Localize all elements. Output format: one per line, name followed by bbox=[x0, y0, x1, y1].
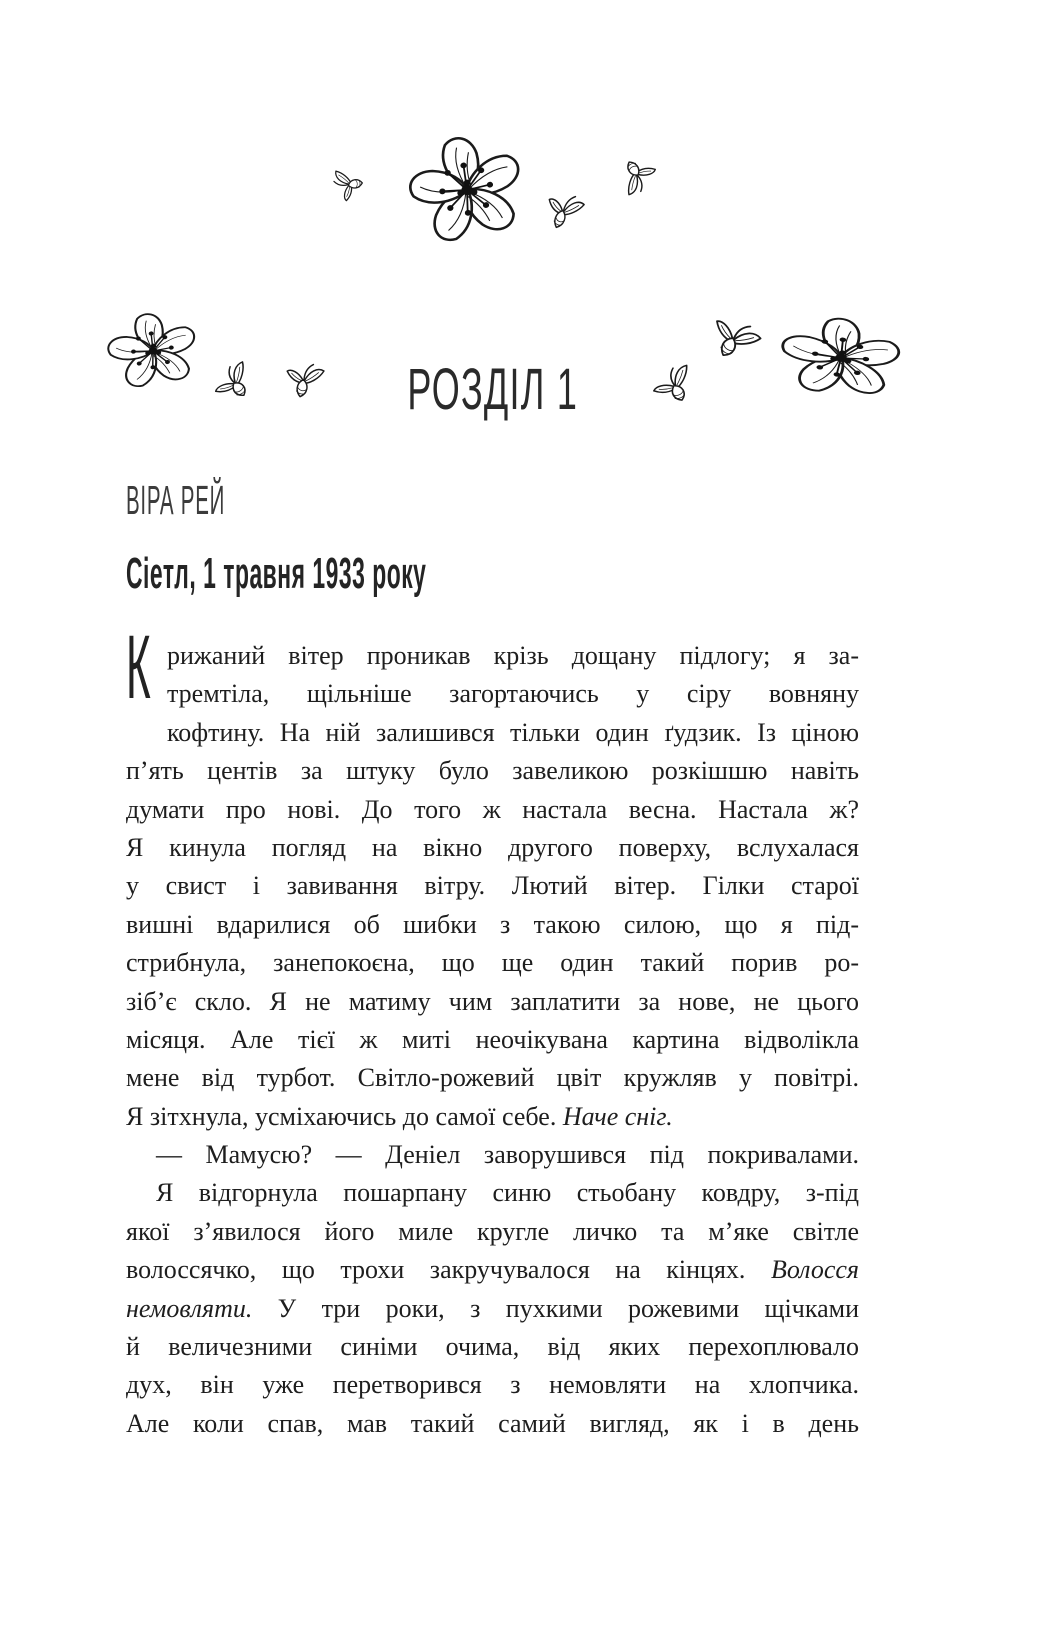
text-line: якої з’явилося його миле кругле личко та м’яке світле bbox=[126, 1216, 859, 1246]
text-line: п’ять центів за штуку було завеликою розкішшю навіть bbox=[126, 756, 859, 786]
character-name-text: ВІРА РЕЙ bbox=[126, 477, 226, 523]
text-line: дух, він уже перетворився з немовляти на хлопчика. bbox=[126, 1370, 859, 1400]
text-line: Але коли спав, мав такий самий вигляд, як і в день bbox=[126, 1408, 859, 1438]
text-line: вишні вдарилися об шибки з такою силою, що я під- bbox=[126, 909, 859, 939]
text-line: Я кинула погляд на вікно другого поверху, вслухалася bbox=[126, 832, 859, 862]
paragraph bbox=[126, 1136, 859, 1174]
paragraph bbox=[126, 1174, 859, 1443]
drop-cap: К bbox=[126, 618, 151, 718]
text-line: у свист і завивання вітру. Лютий вітер. Гілки старої bbox=[126, 871, 859, 901]
text-line: зіб’є скло. Я не матиму чим заплатити за нове, не цього bbox=[126, 986, 859, 1016]
bud-icon bbox=[535, 184, 591, 243]
character-name bbox=[126, 477, 324, 523]
bud-icon bbox=[330, 164, 369, 203]
body-text bbox=[126, 618, 859, 1443]
text-line: кофтину. На ній залишився тільки один ґудзик. Із ціною bbox=[167, 717, 859, 747]
text-line: волоссячко, що трохи закручувалося на кінцях. Волосся bbox=[126, 1255, 859, 1285]
text-line: місяця. Але тієї ж миті неочікувана картина відволікла bbox=[126, 1024, 859, 1054]
dateline bbox=[126, 549, 704, 598]
text-line: мене від турбот. Світло-рожевий цвіт кружляв у повітрі. bbox=[126, 1063, 859, 1093]
dateline-text: Сіетл, 1 травня 1933 року bbox=[126, 549, 427, 598]
text-line: й величезними синіми очима, від яких перехоплювало bbox=[126, 1332, 859, 1362]
text-line: — Мамусю? — Деніел заворушився під покривалами. bbox=[156, 1140, 859, 1170]
paragraphs bbox=[126, 637, 859, 1443]
bud-icon bbox=[608, 146, 664, 202]
text-line: немовляти. У три роки, з пухкими рожевими щічками bbox=[126, 1293, 859, 1323]
paragraph bbox=[126, 637, 859, 1136]
text-line: Я зітхнула, усміхаючись до самої себе. Наче сніг. bbox=[126, 1101, 673, 1131]
cherry-blossom-icon bbox=[392, 119, 542, 260]
text-line: Я відгорнула пошарпану синю стьобану ковдру, з-під bbox=[156, 1178, 859, 1208]
text-line: рижаний вітер проникав крізь дощану підлогу; я за- bbox=[167, 641, 859, 670]
text-line: думати про нові. До того ж настала весна. Настала ж? bbox=[126, 794, 859, 824]
chapter-title bbox=[126, 356, 859, 422]
text-line: стрибнула, занепокоєна, що ще один такий порив ро- bbox=[126, 948, 859, 978]
chapter-title-text: РОЗДІЛ 1 bbox=[407, 356, 578, 422]
text-line: тремтіла, щільніше загортаючись у сіру вовняну bbox=[167, 679, 859, 709]
